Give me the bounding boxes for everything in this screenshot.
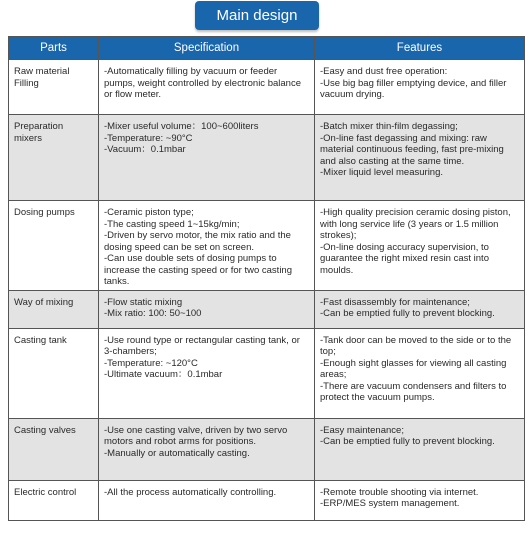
cell-text-line: -Can use double sets of dosing pumps to increase the casting speed or for two casting tanks. <box>104 253 292 287</box>
cell-text-line: -On-line fast degassing and mixing: raw material continuous feeding, fast pre-mixing and also casting at the same time. <box>320 132 504 167</box>
features-cell <box>315 480 525 520</box>
part-cell <box>9 328 99 418</box>
specification-cell <box>99 418 315 480</box>
cell-text-line: -Ultimate vacuum：0.1mbar <box>104 369 223 380</box>
part-name-line: Casting valves <box>14 424 76 436</box>
cell-text-line: -Manually or automatically casting. <box>104 447 250 459</box>
cell-text-line: -ERP/MES system management. <box>320 498 460 509</box>
part-name-line: Electric control <box>14 486 77 498</box>
main-design-title: Main design <box>195 1 319 30</box>
header-features: Features <box>315 37 525 60</box>
cell-text-line: -All the process automatically controlling. <box>104 486 277 498</box>
table-header-row <box>9 37 525 60</box>
cell-text-line: -Driven by servo motor, the mix ratio and the dosing speed can be set on screen. <box>104 230 291 253</box>
cell-text-line: -Use round type or rectangular casting tank, or 3-chambers; <box>104 334 300 357</box>
specification-cell <box>99 201 315 291</box>
features-cell <box>315 60 525 115</box>
cell-text-line: -Fast disassembly for maintenance; <box>320 296 470 308</box>
specification-cell <box>99 290 315 328</box>
cell-text-line: -Vacuum：0.1mbar <box>104 144 186 155</box>
part-name-line: Way of mixing <box>14 296 74 308</box>
features-cell <box>315 115 525 201</box>
header-parts: Parts <box>9 37 99 60</box>
part-cell <box>9 60 99 115</box>
part-name-line: Raw material <box>14 66 70 77</box>
cell-text-line: -Batch mixer thin-film degassing; <box>320 121 458 132</box>
header-specification: Specification <box>99 37 315 60</box>
cell-text-line: -Mixer liquid level measuring. <box>320 167 444 178</box>
cell-text-line: -Can be emptied fully to prevent blocking. <box>320 436 495 447</box>
cell-text-line: -The casting speed 1~15kg/min; <box>104 218 240 230</box>
table-row <box>9 60 525 115</box>
cell-text-line: -Remote trouble shooting via internet. <box>320 486 479 498</box>
cell-text-line: -Temperature: ~120°C <box>104 357 198 369</box>
cell-text-line: -Easy maintenance; <box>320 424 404 436</box>
features-cell <box>315 418 525 480</box>
table-row <box>9 328 525 418</box>
cell-text-line: -Mixer useful volume：100~600liters <box>104 121 259 132</box>
title-area <box>0 1 530 33</box>
table-row <box>9 290 525 328</box>
specification-cell <box>99 480 315 520</box>
cell-text-line: -Easy and dust free operation: <box>320 66 448 77</box>
specification-cell <box>99 60 315 115</box>
cell-text-line: -Ceramic piston type; <box>104 207 194 218</box>
main-design-table <box>8 36 525 521</box>
part-name-line: Dosing pumps <box>14 207 75 218</box>
table-row <box>9 201 525 291</box>
cell-text-line: -Can be emptied fully to prevent blocking. <box>320 308 495 319</box>
table-row <box>9 480 525 520</box>
cell-text-line: -On-line dosing accuracy supervision, to guarantee the right mixed resin cast into moulds. <box>320 241 489 276</box>
cell-text-line: -Use one casting valve, driven by two servo motors and robot arms for positions. <box>104 424 288 447</box>
part-name-line: Preparation <box>14 121 64 132</box>
part-cell <box>9 290 99 328</box>
cell-text-line: -Flow static mixing <box>104 296 183 308</box>
table-row <box>9 115 525 201</box>
cell-text-line: -Tank door can be moved to the side or to the top; <box>320 334 512 357</box>
table-row <box>9 418 525 480</box>
features-cell <box>315 201 525 291</box>
cell-text-line: -Enough sight glasses for viewing all casting areas; <box>320 357 507 380</box>
specification-cell <box>99 328 315 418</box>
cell-text-line: -Temperature: ~90°C <box>104 132 193 144</box>
part-cell <box>9 201 99 291</box>
features-cell <box>315 290 525 328</box>
part-name-line: Casting tank <box>14 334 67 346</box>
cell-text-line: -There are vacuum condensers and filters to protect the vacuum pumps. <box>320 380 507 403</box>
cell-text-line: -Mix ratio: 100: 50~100 <box>104 308 202 319</box>
part-cell <box>9 418 99 480</box>
part-cell <box>9 115 99 201</box>
part-cell <box>9 480 99 520</box>
features-cell <box>315 328 525 418</box>
cell-text-line: -Use big bag filler emptying device, and filler vacuum drying. <box>320 77 507 100</box>
cell-text-line: -Automatically filling by vacuum or feeder pumps, weight controlled by electronic balance or flow meter. <box>104 66 301 100</box>
part-name-line: mixers <box>14 132 42 144</box>
part-name-line: Filling <box>14 77 39 89</box>
cell-text-line: -High quality precision ceramic dosing piston, with long service life (3 years or 1.5 million strokes); <box>320 207 511 241</box>
specification-cell <box>99 115 315 201</box>
